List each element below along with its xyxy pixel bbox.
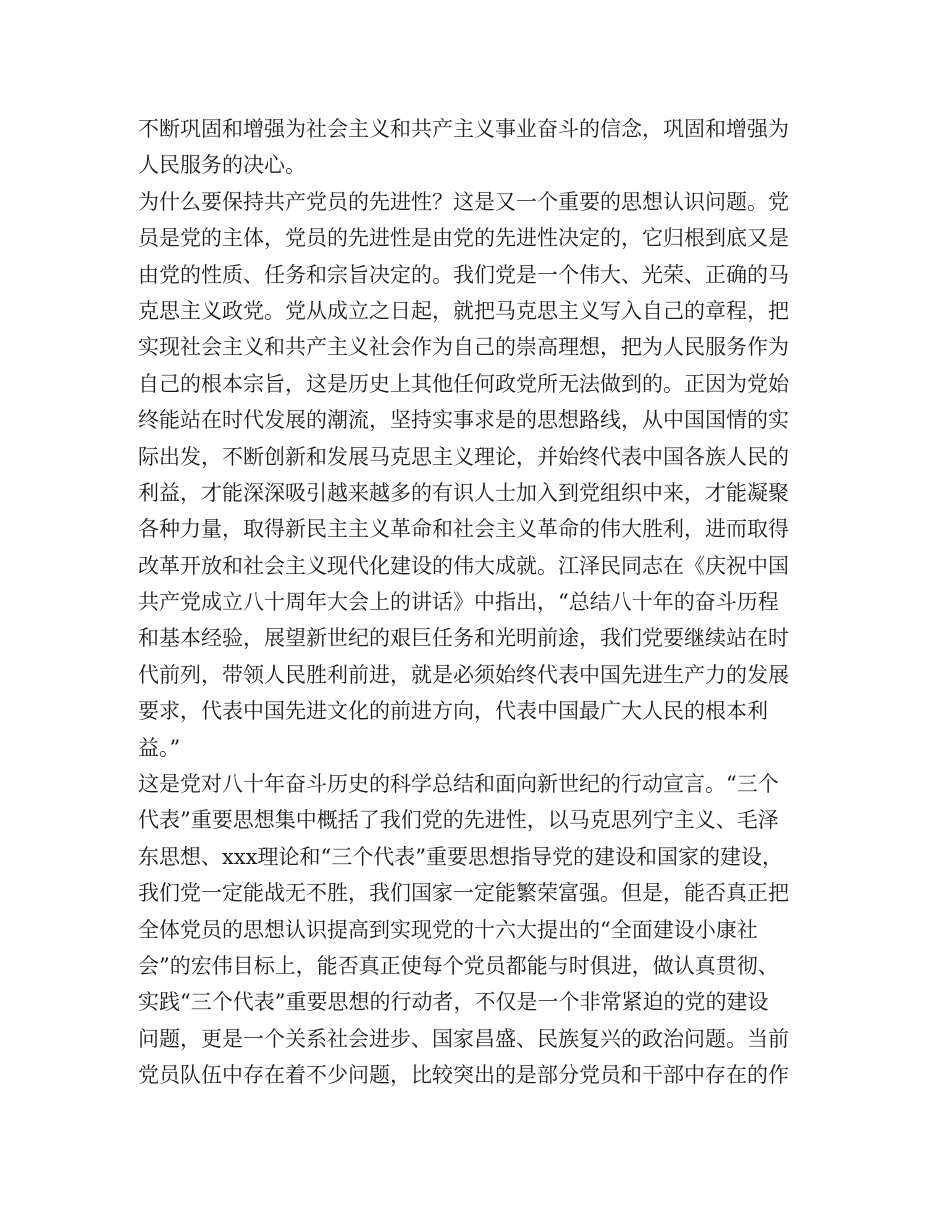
text-line: 为什么要保持共产党员的先进性？这是又一个重要的思想认识问题。党 — [138, 189, 789, 214]
text-line: 共产党成立八十周年大会上的讲话》中指出，“总结八十年的奋斗历程 — [138, 590, 779, 615]
text-line: 员是党的主体，党员的先进性是由党的先进性决定的，它归根到底又是 — [138, 226, 789, 251]
text-line: 党员队伍中存在着不少问题，比较突出的是部分党员和干部中存在的作 — [138, 1063, 789, 1088]
text-line: 人民服务的决心。 — [138, 153, 306, 178]
text-line: 和基本经验，展望新世纪的艰巨任务和光明前途，我们党要继续站在时 — [138, 626, 789, 651]
text-line: 我们党一定能战无不胜，我们国家一定能繁荣富强。但是，能否真正把 — [138, 881, 789, 906]
text-line: 这是党对八十年奋斗历史的科学总结和面向新世纪的行动宣言。“三个 — [138, 772, 779, 797]
text-line: 全体党员的思想认识提高到实现党的十六大提出的“全面建设小康社 — [138, 917, 758, 942]
text-line: 际出发，不断创新和发展马克思主义理论，并始终代表中国各族人民的 — [138, 444, 789, 469]
text-line: 要求，代表中国先进文化的前进方向，代表中国最广大人民的根本利 — [138, 699, 768, 724]
text-line: 实现社会主义和共产主义社会作为自己的崇高理想，把为人民服务作为 — [138, 335, 789, 360]
body-text — [138, 111, 828, 1094]
text-line: 问题，更是一个关系社会进步、国家昌盛、民族复兴的政治问题。当前 — [138, 1026, 789, 1051]
text-line: 会”的宏伟目标上，能否真正使每个党员都能与时俱进，做认真贯彻、 — [138, 953, 779, 978]
text-line: 各种力量，取得新民主主义革命和社会主义革命的伟大胜利，进而取得 — [138, 517, 789, 542]
text-line: 自己的根本宗旨，这是历史上其他任何政党所无法做到的。正因为党始 — [138, 371, 789, 396]
text-line: 由党的性质、任务和宗旨决定的。我们党是一个伟大、光荣、正确的马 — [138, 262, 789, 287]
text-line: 利益，才能深深吸引越来越多的有识人士加入到党组织中来，才能凝聚 — [138, 480, 789, 505]
text-line: 不断巩固和增强为社会主义和共产主义事业奋斗的信念，巩固和增强为 — [138, 117, 789, 141]
text-line: 实践“三个代表”重要思想的行动者，不仅是一个非常紧迫的党的建设 — [138, 990, 769, 1015]
text-line: 终能站在时代发展的潮流，坚持实事求是的思想路线，从中国国情的实 — [138, 408, 789, 433]
text-line: 代表”重要思想集中概括了我们党的先进性，以马克思列宁主义、毛泽 — [138, 808, 779, 833]
text-line: 克思主义政党。党从成立之日起，就把马克思主义写入自己的章程，把 — [138, 298, 789, 323]
text-line: 益。” — [138, 735, 181, 760]
text-line: 代前列，带领人民胜利前进，就是必须始终代表中国先进生产力的发展 — [138, 662, 789, 687]
text-line: 东思想、xxx理论和“三个代表”重要思想指导党的建设和国家的建设， — [138, 844, 783, 869]
text-line: 改革开放和社会主义现代化建设的伟大成就。江泽民同志在《庆祝中国 — [138, 553, 789, 578]
